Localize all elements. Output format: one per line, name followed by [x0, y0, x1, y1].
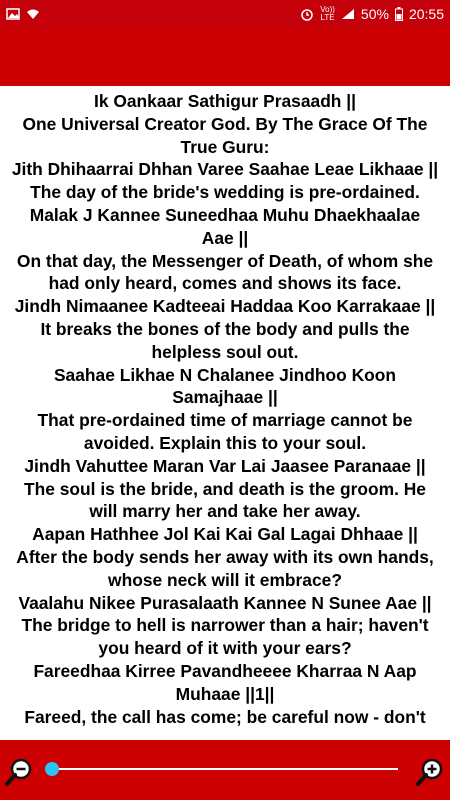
text-line: After the body sends her away with its own hands, — [16, 546, 434, 567]
text-line: avoided. Explain this to your soul. — [83, 432, 367, 453]
text-line: Ik Oankaar Sathigur Prasaadh || — [94, 91, 356, 111]
status-right — [300, 6, 444, 22]
text-line: Samajhaae || — [172, 387, 278, 408]
text-line: whose neck will it embrace? — [108, 569, 342, 590]
text-line: Jith Dhihaarrai Dhhan Varee Saahae Leae Likhaae || — [11, 159, 439, 180]
volte-label: Vo)) — [320, 5, 335, 14]
zoom-bar — [0, 740, 450, 800]
text-line: That pre-ordained time of marriage cannot be — [37, 410, 413, 431]
wifi-icon — [26, 8, 40, 20]
text-line: Malak J Kannee Suneedhaa Muhu Dhaekhaalae — [29, 204, 421, 225]
text-line: will marry her and take her away. — [89, 501, 361, 522]
battery-icon — [395, 7, 403, 21]
text-line: Vaalahu Nikee Purasalaath Kannee N Sunee Aae || — [18, 592, 432, 613]
status-bar — [0, 0, 450, 28]
gurbani-text[interactable] — [0, 90, 450, 740]
text-line: Jindh Vahuttee Maran Var Lai Jaasee Paranaae || — [24, 455, 426, 476]
clock: 20:55 — [408, 6, 444, 22]
app-bar — [0, 28, 450, 86]
text-line: Fareed, the call has come; be careful now - don't — [24, 706, 426, 727]
text-line: Fareedhaa Kirree Pavandheeee Kharraa N Aap — [33, 660, 417, 681]
text-line: had only heard, comes and shows its face. — [48, 273, 402, 294]
battery-percent: 50% — [360, 6, 389, 22]
text-line: One Universal Creator God. By The Grace Of The — [22, 113, 428, 134]
text-line: The bridge to hell is narrower than a hair; haven't — [21, 615, 429, 636]
text-line: Muhaae ||1|| — [175, 683, 275, 704]
zoom-in-icon[interactable] — [415, 757, 445, 787]
text-line: you heard of it with your ears? — [98, 638, 352, 659]
signal-icon — [341, 8, 355, 20]
text-line: The day of the bride's wedding is pre-ordained. — [30, 182, 420, 203]
zoom-slider-thumb[interactable] — [45, 762, 59, 776]
zoom-out-icon[interactable] — [4, 757, 34, 787]
text-line: True Guru: — [180, 136, 270, 157]
text-line: The soul is the bride, and death is the groom. He — [24, 478, 426, 499]
alarm-icon — [300, 7, 314, 21]
text-line: It breaks the bones of the body and pulls the — [40, 318, 410, 339]
lte-label: LTE — [320, 13, 335, 22]
zoom-slider[interactable] — [52, 768, 398, 770]
volte-indicator — [320, 6, 335, 22]
status-left — [6, 8, 40, 20]
text-line: On that day, the Messenger of Death, of whom she — [16, 250, 434, 271]
text-line: Aapan Hathhee Jol Kai Kai Gal Lagai Dhhaae || — [32, 524, 418, 545]
text-line: Jindh Nimaanee Kadteeai Haddaa Koo Karrakaae || — [14, 296, 436, 317]
text-line: Aae || — [201, 227, 249, 248]
text-line: helpless soul out. — [151, 341, 299, 362]
text-line: Saahae Likhae N Chalanee Jindhoo Koon — [53, 364, 397, 385]
gallery-icon — [6, 8, 20, 20]
